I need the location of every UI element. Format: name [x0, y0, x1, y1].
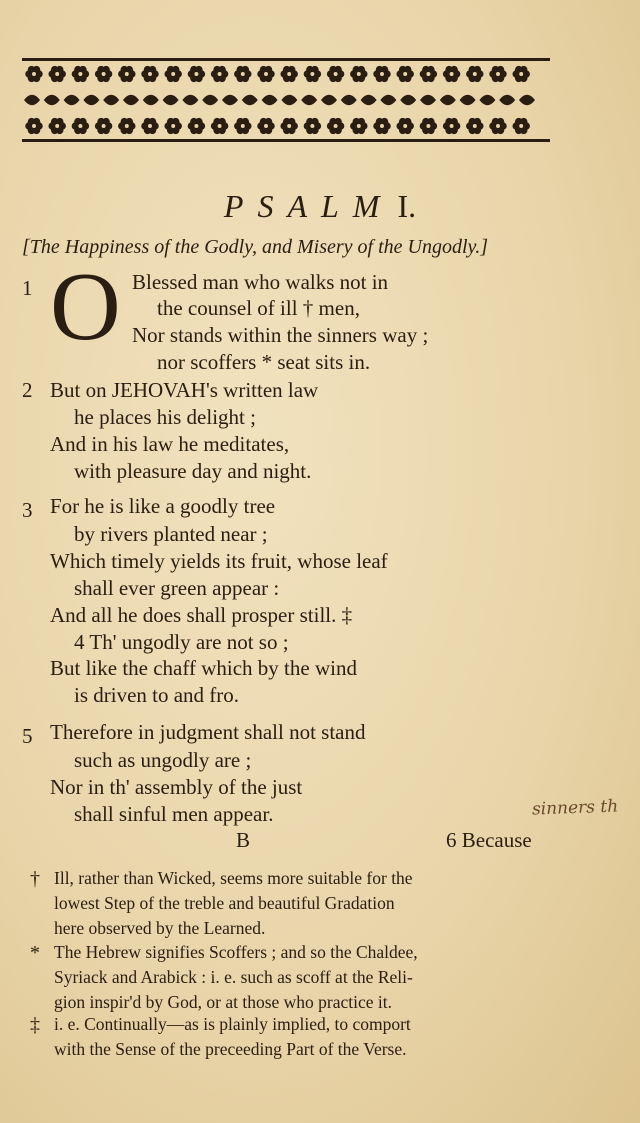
psalm-title — [0, 188, 640, 225]
leaf-ornament-icon — [361, 95, 377, 105]
leaf-ornament-icon — [262, 95, 278, 105]
fleuron-icon — [164, 118, 181, 134]
verse-line: shall ever green appear : — [74, 576, 280, 600]
fleuron-icon — [280, 66, 297, 82]
footnote-mark: ‡ — [30, 1014, 40, 1036]
verse-line: the counsel of ill † men, — [157, 296, 360, 320]
leaf-ornament-icon — [420, 95, 436, 105]
fleuron-icon — [373, 118, 390, 134]
fleuron-icon — [72, 118, 89, 134]
footnote-mark: † — [30, 868, 40, 890]
footnote — [54, 1012, 624, 1062]
fleuron-icon — [350, 118, 367, 134]
fleuron-icon — [373, 66, 390, 82]
footnote-line: The Hebrew signifies Scoffers ; and so the Chaldee, — [54, 942, 418, 962]
fleuron-icon — [234, 118, 251, 134]
fleuron-icon — [443, 118, 460, 134]
leaf-ornament-icon — [182, 95, 198, 105]
verse-line: by rivers planted near ; — [74, 522, 268, 546]
leaf-ornament-icon — [460, 95, 476, 105]
verse-line: such as ungodly are ; — [74, 748, 252, 772]
fleuron-icon — [48, 118, 65, 134]
verse-line: 4 Th' ungodly are not so ; — [74, 630, 289, 654]
fleuron-icon — [188, 118, 205, 134]
footnote-line: i. e. Continually—as is plainly implied, to comport — [54, 1014, 411, 1034]
footnote-line: with the Sense of the preceeding Part of the Verse. — [54, 1039, 407, 1059]
fleuron-icon — [118, 118, 135, 134]
footnote-line: lowest Step of the treble and beautiful Gradation — [54, 893, 395, 913]
fleuron-icon — [48, 66, 65, 82]
verse-line: with pleasure day and night. — [74, 459, 312, 483]
fleuron-row-top — [25, 66, 530, 82]
leaf-ornament-icon — [123, 95, 139, 105]
fleuron-icon — [512, 66, 529, 82]
leaf-ornament-icon — [281, 95, 297, 105]
verse-line: shall sinful men appear. — [74, 802, 274, 826]
leaf-ornament-icon — [440, 95, 456, 105]
fleuron-icon — [350, 66, 367, 82]
fleuron-icon — [211, 118, 228, 134]
ornament-band — [22, 58, 550, 142]
verse-line: But on JEHOVAH's written law — [50, 378, 319, 402]
fleuron-icon — [466, 118, 483, 134]
footnote-line: Ill, rather than Wicked, seems more suitable for the — [54, 868, 413, 888]
psalm-subtitle: [The Happiness of the Godly, and Misery of the Ungodly.] — [22, 236, 489, 258]
leaf-ornament-icon — [519, 95, 535, 105]
leaf-ornament-icon — [242, 95, 258, 105]
fleuron-icon — [396, 66, 413, 82]
leaf-ornament-icon — [301, 95, 317, 105]
fleuron-icon — [280, 118, 297, 134]
fleuron-icon — [420, 66, 437, 82]
fleuron-icon — [95, 66, 112, 82]
fleuron-row-bottom — [25, 118, 530, 134]
fleuron-icon — [489, 66, 506, 82]
verse-number: 3 — [22, 498, 33, 522]
verse-line: Nor stands within the sinners way ; — [132, 323, 429, 347]
verse-line: And all he does shall prosper still. ‡ — [50, 603, 353, 627]
fleuron-icon — [72, 66, 89, 82]
fleuron-icon — [141, 66, 158, 82]
fleuron-icon — [420, 118, 437, 134]
leaf-ornament-icon — [499, 95, 515, 105]
fleuron-icon — [304, 66, 321, 82]
leaf-ornament-icon — [400, 95, 416, 105]
verse-number: 2 — [22, 378, 33, 402]
leaf-ornament-icon — [64, 95, 80, 105]
fleuron-icon — [25, 118, 42, 134]
verse-number: 1 — [22, 276, 33, 300]
leaf-ornament-icon — [103, 95, 119, 105]
leaf-ornament-icon — [202, 95, 218, 105]
psalm-title-word: PSALM — [223, 188, 394, 224]
fleuron-icon — [257, 118, 274, 134]
leaf-ornament-icon — [479, 95, 495, 105]
fleuron-icon — [188, 66, 205, 82]
verse-line: Which timely yields its fruit, whose leaf — [50, 549, 388, 573]
verse-line: Therefore in judgment shall not stand — [50, 720, 366, 744]
verse-line: is driven to and fro. — [74, 683, 240, 707]
catchword: 6 Because — [446, 828, 532, 852]
leaf-ornament-icon — [143, 95, 159, 105]
leaf-ornament-icon — [163, 95, 179, 105]
fleuron-icon — [164, 66, 181, 82]
fleuron-icon — [118, 66, 135, 82]
fleuron-icon — [489, 118, 506, 134]
verse-line: And in his law he meditates, — [50, 432, 290, 456]
footnote-mark: * — [30, 942, 40, 964]
verse-line: For he is like a goodly tree — [50, 494, 276, 518]
fleuron-icon — [304, 118, 321, 134]
drop-cap: O — [50, 253, 121, 361]
fleuron-icon — [466, 66, 483, 82]
fleuron-icon — [211, 66, 228, 82]
verse-line: Blessed man who walks not in — [132, 270, 389, 294]
fleuron-row-middle — [24, 95, 535, 105]
footnote-line: here observed by the Learned. — [54, 918, 266, 938]
fleuron-icon — [443, 66, 460, 82]
fleuron-icon — [25, 66, 42, 82]
leaf-ornament-icon — [44, 95, 60, 105]
leaf-ornament-icon — [24, 95, 40, 105]
verse-number: 5 — [22, 724, 33, 748]
footnote-line: gion inspir'd by God, or at those who practice it. — [54, 992, 393, 1012]
fleuron-icon — [396, 118, 413, 134]
leaf-ornament-icon — [83, 95, 99, 105]
fleuron-icon — [327, 118, 344, 134]
leaf-ornament-icon — [341, 95, 357, 105]
verse-line: But like the chaff which by the wind — [50, 656, 357, 680]
leaf-ornament-icon — [222, 95, 238, 105]
verse-line: nor scoffers * seat sits in. — [157, 350, 371, 374]
fleuron-icon — [234, 66, 251, 82]
handwritten-annotation: sinners th — [531, 796, 619, 820]
footnote — [54, 940, 624, 1015]
fleuron-icon — [327, 66, 344, 82]
psalm-number: I. — [397, 188, 417, 224]
verse-line: Nor in th' assembly of the just — [50, 775, 303, 799]
fleuron-icon — [141, 118, 158, 134]
verse-line: he places his delight ; — [74, 405, 256, 429]
signature-mark: B — [236, 828, 251, 852]
footnote — [54, 866, 624, 941]
fleuron-icon — [257, 66, 274, 82]
footnote-line: Syriack and Arabick : i. e. such as scoff at the Reli- — [54, 967, 413, 987]
leaf-ornament-icon — [321, 95, 337, 105]
fleuron-icon — [95, 118, 112, 134]
fleuron-icon — [512, 118, 529, 134]
leaf-ornament-icon — [380, 95, 396, 105]
